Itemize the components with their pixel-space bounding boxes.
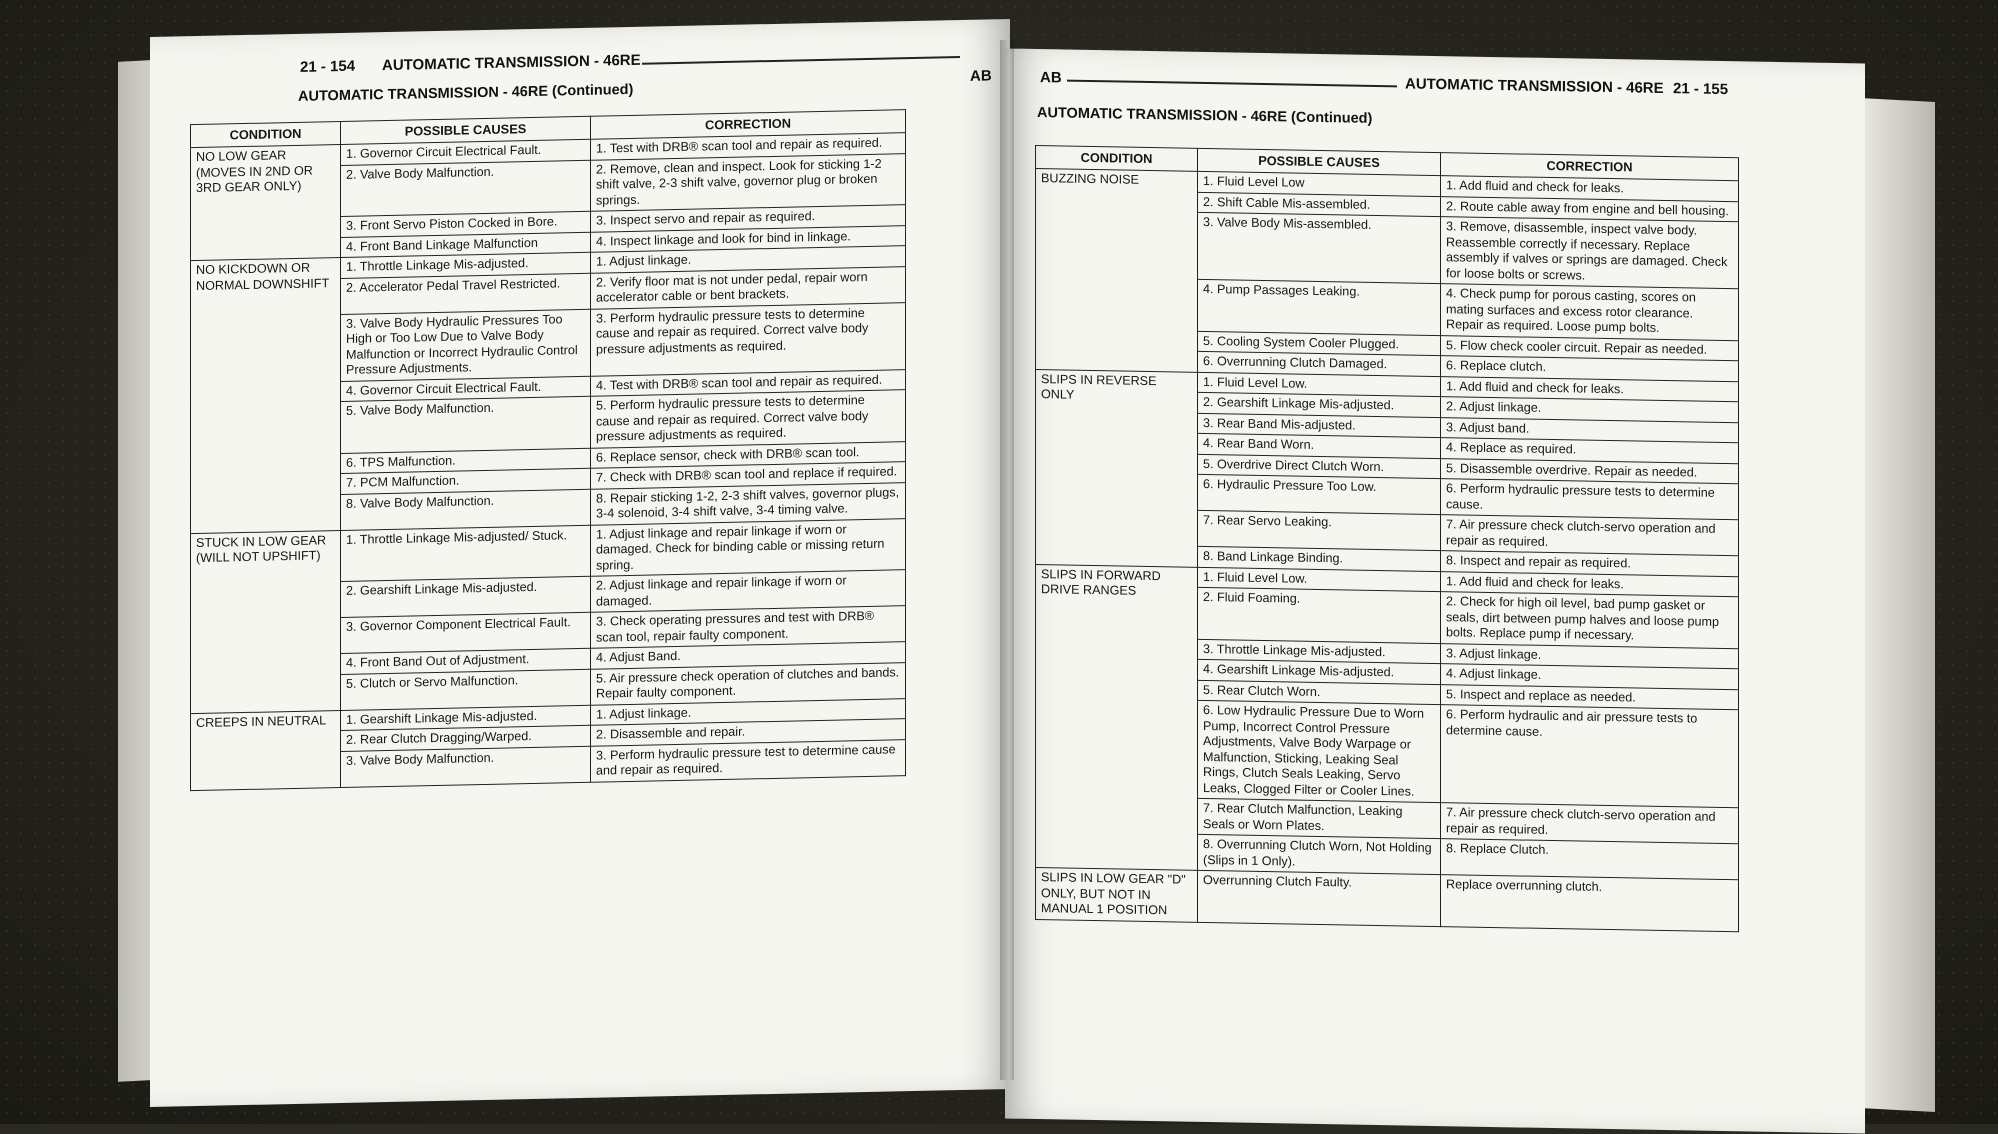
possible-cause-cell: 5. Cooling System Cooler Plugged. (1198, 331, 1441, 356)
possible-cause-cell: 2. Valve Body Malfunction. (341, 160, 591, 217)
possible-cause-cell: 4. Pump Passages Leaking. (1198, 279, 1441, 335)
correction-cell: Replace overrunning clutch. (1441, 875, 1739, 932)
possible-cause-cell: 8. Band Linkage Binding. (1198, 546, 1441, 571)
correction-cell: 6. Perform hydraulic pressure tests to determine cause. (1441, 479, 1739, 520)
book-gutter (1000, 40, 1014, 1080)
possible-cause-cell: 1. Fluid Level Low. (1198, 567, 1441, 592)
possible-cause-cell: 5. Valve Body Malfunction. (341, 396, 591, 453)
possible-cause-cell: 3. Governor Component Electrical Fault. (341, 612, 591, 653)
correction-cell: 3. Perform hydraulic pressure tests to determine cause and repair as required. Correct valve body pressure adjustments as required. (591, 302, 906, 376)
possible-cause-cell: 8. Overrunning Clutch Worn, Not Holding (Slips in 1 Only). (1198, 834, 1441, 874)
correction-cell: 5. Disassemble overdrive. Repair as needed. (1441, 458, 1739, 484)
correction-cell: 1. Add fluid and check for leaks. (1441, 376, 1739, 402)
correction-cell: 4. Adjust linkage. (1441, 664, 1739, 690)
correction-cell: 1. Test with DRB® scan tool and repair as required. (591, 133, 906, 160)
right-troubleshooting-table (1035, 145, 1739, 932)
correction-cell: 2. Adjust linkage. (1441, 397, 1739, 423)
possible-cause-cell: 3. Throttle Linkage Mis-adjusted. (1198, 639, 1441, 664)
book-page-edges-right (1860, 98, 1935, 1112)
left-running-header: AUTOMATIC TRANSMISSION - 46RE (382, 51, 641, 75)
possible-cause-cell: 4. Rear Band Worn. (1198, 433, 1441, 458)
possible-cause-cell: 7. Rear Clutch Malfunction, Leaking Seals or Worn Plates. (1198, 798, 1441, 838)
right-page (1005, 48, 1865, 1133)
possible-cause-cell: 3. Rear Band Mis-adjusted. (1198, 413, 1441, 438)
possible-cause-cell: 2. Gearshift Linkage Mis-adjusted. (1198, 392, 1441, 417)
correction-cell: 1. Add fluid and check for leaks. (1441, 571, 1739, 597)
header-possible-causes: POSSIBLE CAUSES (341, 116, 591, 144)
possible-cause-cell: 3. Front Servo Piston Cocked in Bore. (341, 211, 591, 237)
possible-cause-cell: 2. Gearshift Linkage Mis-adjusted. (341, 576, 591, 617)
correction-cell: 1. Adjust linkage. (591, 246, 906, 273)
right-running-header: AUTOMATIC TRANSMISSION - 46RE (1405, 75, 1664, 97)
condition-cell: CREEPS IN NEUTRAL (191, 710, 341, 790)
header-correction: CORRECTION (1441, 153, 1739, 181)
correction-cell: 7. Check with DRB® scan tool and replace if required. (591, 462, 906, 489)
possible-cause-cell: 7. Rear Servo Leaking. (1198, 510, 1441, 550)
possible-cause-cell: 1. Throttle Linkage Mis-adjusted/ Stuck. (341, 525, 591, 582)
header-rule (642, 56, 960, 64)
correction-cell: 1. Adjust linkage and repair linkage if worn or damaged. Check for binding cable or missing return spring. (591, 518, 906, 576)
condition-cell: SLIPS IN LOW GEAR "D" ONLY, BUT NOT IN MANUAL 1 POSITION (1036, 868, 1198, 922)
correction-cell: 2. Route cable away from engine and bell housing. (1441, 196, 1739, 222)
possible-cause-cell: 6. Hydraulic Pressure Too Low. (1198, 474, 1441, 514)
possible-cause-cell: 4. Front Band Out of Adjustment. (341, 648, 591, 674)
possible-cause-cell: 5. Overdrive Direct Clutch Worn. (1198, 454, 1441, 479)
correction-cell: 2. Remove, clean and inspect. Look for sticking 1-2 shift valve, 2-3 shift valve, governor plug or broken springs. (591, 153, 906, 211)
correction-cell: 4. Inspect linkage and look for bind in linkage. (591, 225, 906, 252)
condition-cell: STUCK IN LOW GEAR (WILL NOT UPSHIFT) (191, 530, 341, 713)
possible-cause-cell: 6. Low Hydraulic Pressure Due to Worn Pump, Incorrect Control Pressure Adjustments, Valve Body Warpage or Malfunction, Sticking, Leaking Seal Rings, Clutch Seals Leaking, Servo Leaks, Clogged Filter or Cooler Lines. (1198, 700, 1441, 802)
possible-cause-cell: 1. Fluid Level Low (1198, 171, 1441, 196)
correction-cell: 3. Adjust band. (1441, 417, 1739, 443)
possible-cause-cell: 3. Valve Body Hydraulic Pressures Too High or Too Low Due to Valve Body Malfunction or Incorrect Hydraulic Control Pressure Adjustments. (341, 309, 591, 381)
header-condition: CONDITION (1036, 146, 1198, 172)
possible-cause-cell: 1. Fluid Level Low. (1198, 372, 1441, 397)
left-corner-mark: AB (970, 67, 992, 85)
possible-cause-cell: 5. Rear Clutch Worn. (1198, 680, 1441, 705)
possible-cause-cell: 1. Throttle Linkage Mis-adjusted. (341, 252, 591, 278)
possible-cause-cell: 5. Clutch or Servo Malfunction. (341, 669, 591, 710)
correction-cell: 8. Replace Clutch. (1441, 839, 1739, 880)
correction-cell: 5. Inspect and replace as needed. (1441, 684, 1739, 710)
possible-cause-cell: 4. Front Band Linkage Malfunction (341, 232, 591, 258)
possible-cause-cell: 6. TPS Malfunction. (341, 448, 591, 474)
correction-cell: 1. Add fluid and check for leaks. (1441, 176, 1739, 202)
correction-cell: 6. Perform hydraulic and air pressure tests to determine cause. (1441, 705, 1739, 808)
right-table-title: AUTOMATIC TRANSMISSION - 46RE (Continued) (1037, 105, 1373, 127)
correction-cell: 4. Replace as required. (1441, 438, 1739, 464)
condition-cell: BUZZING NOISE (1036, 169, 1198, 372)
possible-cause-cell: 2. Fluid Foaming. (1198, 587, 1441, 643)
condition-cell: NO KICKDOWN OR NORMAL DOWNSHIFT (191, 258, 341, 534)
correction-cell: 3. Inspect servo and repair as required. (591, 205, 906, 232)
correction-cell: 2. Verify floor mat is not under pedal, repair worn accelerator cable or bent brackets. (591, 266, 906, 309)
condition-cell: SLIPS IN FORWARD DRIVE RANGES (1036, 564, 1198, 870)
possible-cause-cell: Overrunning Clutch Faulty. (1198, 870, 1441, 926)
header-condition: CONDITION (191, 122, 341, 148)
correction-cell: 1. Adjust linkage. (591, 698, 906, 725)
right-page-number: 21 - 155 (1673, 80, 1729, 99)
possible-cause-cell: 8. Valve Body Malfunction. (341, 489, 591, 530)
possible-cause-cell: 6. Overrunning Clutch Damaged. (1198, 351, 1441, 376)
correction-cell: 4. Test with DRB® scan tool and repair as required. (591, 369, 906, 396)
correction-cell: 7. Air pressure check clutch-servo operation and repair as required. (1441, 803, 1739, 844)
correction-cell: 2. Disassemble and repair. (591, 719, 906, 746)
correction-cell: 6. Replace clutch. (1441, 356, 1739, 382)
correction-cell: 3. Check operating pressures and test with DRB® scan tool, repair faulty component. (591, 606, 906, 649)
correction-cell: 8. Repair sticking 1-2, 2-3 shift valves, governor plugs, 3-4 solenoid, 3-4 shift valve, 3-4 timing valve. (591, 482, 906, 525)
header-rule (1067, 80, 1397, 87)
table-row (1036, 868, 1739, 932)
condition-cell: SLIPS IN REVERSE ONLY (1036, 369, 1198, 567)
correction-cell: 8. Inspect and repair as required. (1441, 551, 1739, 577)
correction-cell: 4. Check pump for porous casting, scores on mating surfaces and excess rotor clearance. Repair as required. Loose pump bolts. (1441, 284, 1739, 341)
possible-cause-cell: 2. Rear Clutch Dragging/Warped. (341, 725, 591, 751)
possible-cause-cell: 1. Governor Circuit Electrical Fault. (341, 139, 591, 165)
correction-cell: 2. Adjust linkage and repair linkage if worn or damaged. (591, 570, 906, 613)
left-troubleshooting-table (190, 109, 906, 790)
correction-cell: 7. Air pressure check clutch-servo operation and repair as required. (1441, 515, 1739, 556)
possible-cause-cell: 1. Gearshift Linkage Mis-adjusted. (341, 705, 591, 731)
condition-cell: NO LOW GEAR (MOVES IN 2ND OR 3RD GEAR ONLY) (191, 145, 341, 261)
possible-cause-cell: 2. Accelerator Pedal Travel Restricted. (341, 273, 591, 314)
possible-cause-cell: 7. PCM Malfunction. (341, 468, 591, 494)
possible-cause-cell: 2. Shift Cable Mis-assembled. (1198, 192, 1441, 217)
correction-cell: 5. Flow check cooler circuit. Repair as needed. (1441, 335, 1739, 361)
correction-cell: 3. Adjust linkage. (1441, 643, 1739, 669)
correction-cell: 3. Perform hydraulic pressure test to determine cause and repair as required. (591, 739, 906, 782)
correction-cell: 5. Air pressure check operation of clutches and bands. Repair faulty component. (591, 662, 906, 705)
possible-cause-cell: 4. Governor Circuit Electrical Fault. (341, 376, 591, 402)
possible-cause-cell: 3. Valve Body Malfunction. (341, 746, 591, 787)
possible-cause-cell: 4. Gearshift Linkage Mis-adjusted. (1198, 659, 1441, 684)
correction-cell: 6. Replace sensor, check with DRB® scan tool. (591, 441, 906, 468)
right-corner-mark: AB (1040, 69, 1062, 87)
correction-cell: 2. Check for high oil level, bad pump gasket or seals, dirt between pump halves and loose pump bolts. Replace pump if necessary. (1441, 592, 1739, 649)
correction-cell: 5. Perform hydraulic pressure tests to determine cause and repair as required. Correct valve body pressure adjustments as required. (591, 390, 906, 448)
left-page (150, 19, 1010, 1107)
correction-cell: 4. Adjust Band. (591, 642, 906, 669)
left-table-title: AUTOMATIC TRANSMISSION - 46RE (Continued) (298, 81, 634, 105)
header-correction: CORRECTION (591, 110, 906, 140)
left-page-number: 21 - 154 (300, 57, 356, 76)
correction-cell: 3. Remove, disassemble, inspect valve body. Reassemble correctly if necessary. Replace assembly if valves or springs are damaged. Check for loose bolts or screws. (1441, 217, 1739, 289)
possible-cause-cell: 3. Valve Body Mis-assembled. (1198, 212, 1441, 283)
header-possible-causes: POSSIBLE CAUSES (1198, 148, 1441, 175)
